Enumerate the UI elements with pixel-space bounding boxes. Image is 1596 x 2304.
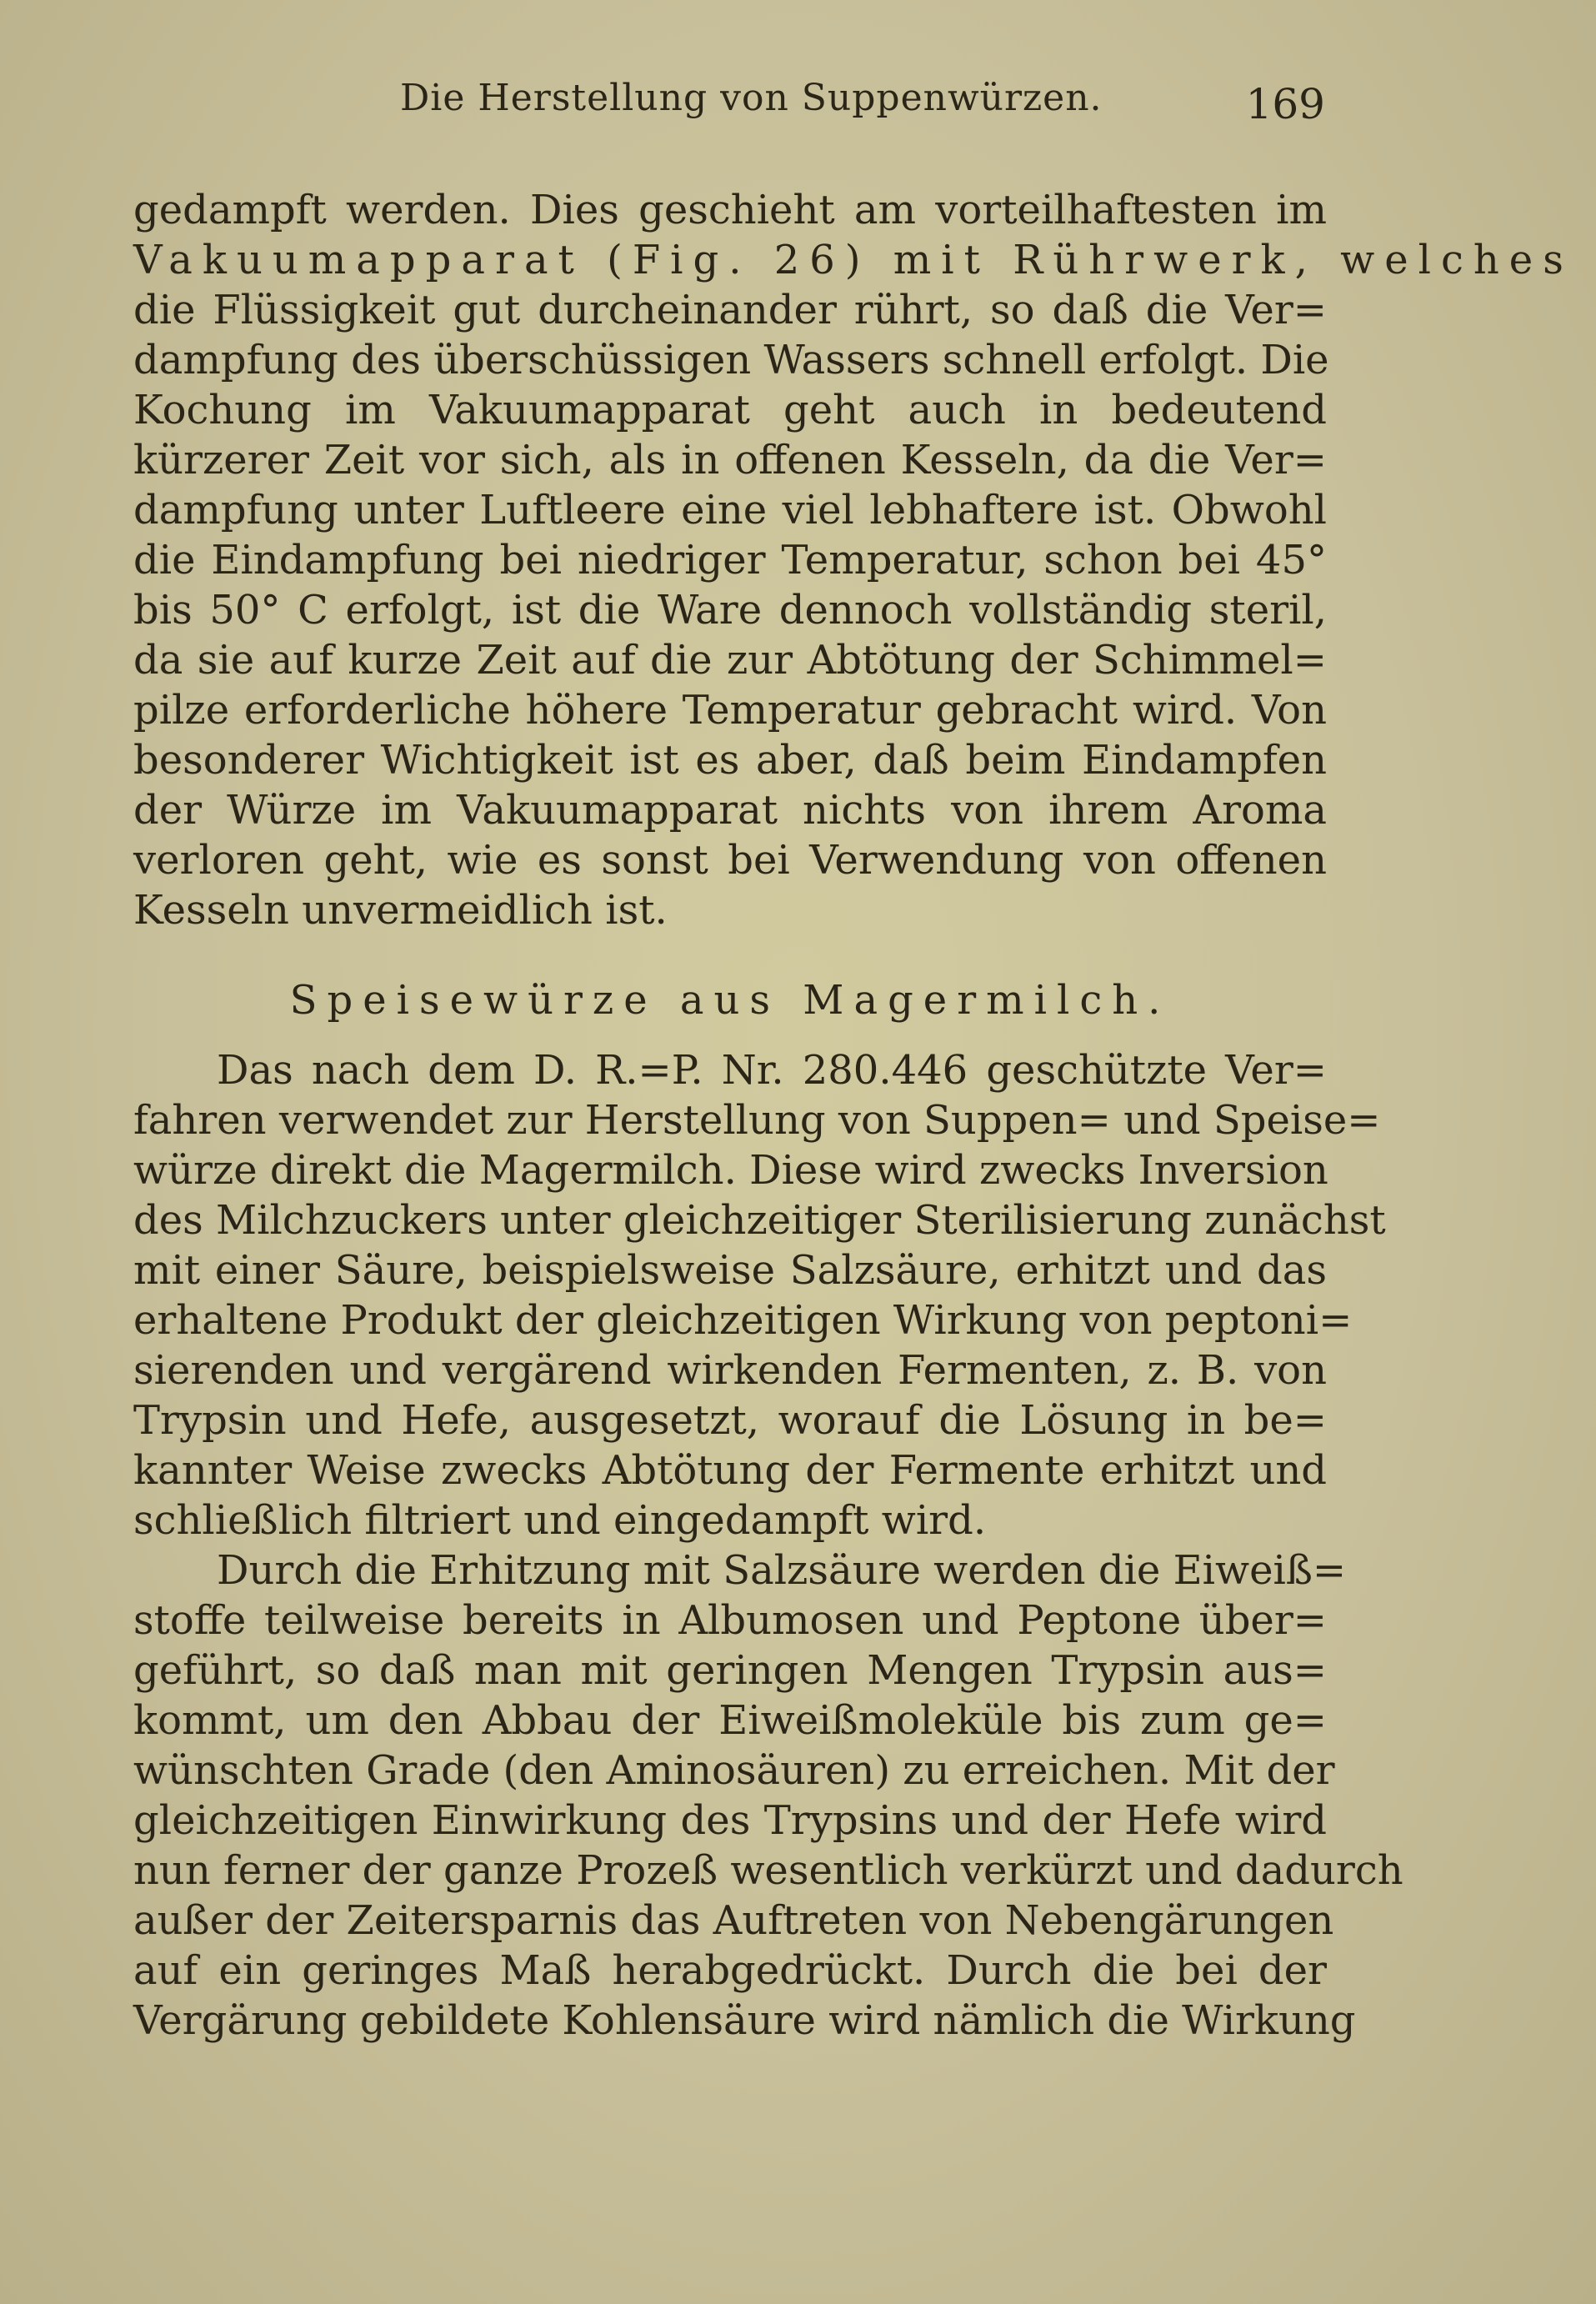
text-line: wünschten Grade (den Aminosäuren) zu erreichen. Mit der [133,1747,1335,1794]
page-header [133,77,1325,135]
text-line: Kochung im Vakuumapparat geht auch in bedeutend [133,387,1327,433]
text-line: schließlich filtriert und eingedampft wird. [133,1497,987,1544]
text-line: verloren geht, wie es sonst bei Verwendung von offenen [133,837,1327,884]
section-heading: Speisewürze aus Magermilch. [289,977,1171,1024]
text-line: pilze erforderliche höhere Temperatur gebracht wird. Von [133,687,1327,734]
text-line: sierenden und vergärend wirkenden Fermenten, z. B. von [133,1347,1327,1394]
text-line: Vergärung gebildete Kohlensäure wird nämlich die Wirkung [133,1997,1356,2044]
paragraph-erhitzung [133,1545,1403,2046]
text-line: Das nach dem D. R.=P. Nr. 280.446 geschützte Ver= [217,1047,1327,1094]
text-line: kürzerer Zeit vor sich, als in offenen Kesseln, da die Ver= [133,437,1327,483]
text-line: nun ferner der ganze Prozeß wesentlich verkürzt und dadurch [133,1847,1403,1894]
text-line: dampfung des überschüssigen Wassers schnell erfolgt. Die [133,337,1329,383]
text-line: kannter Weise zwecks Abtötung der Fermente erhitzt und [133,1447,1327,1494]
page-number: 169 [1245,80,1325,128]
text-line: Vakuumapparat (Fig. 26) mit Rührwerk, welches [133,237,1573,283]
text-line: die Eindampfung bei niedriger Temperatur, schon bei 45° [133,537,1327,584]
text-line: würze direkt die Magermilch. Diese wird zwecks Inversion [133,1147,1328,1194]
text-line: gleichzeitigen Einwirkung des Trypsins und der Hefe wird [133,1797,1327,1844]
text-line: Durch die Erhitzung mit Salzsäure werden die Eiweiß= [217,1547,1347,1594]
text-line: dampfung unter Luftleere eine viel lebhaftere ist. Obwohl [133,487,1327,533]
text-line: besonderer Wichtigkeit ist es aber, daß beim Eindampfen [133,737,1327,784]
text-line: die Flüssigkeit gut durcheinander rührt, so daß die Ver= [133,287,1327,333]
text-line: der Würze im Vakuumapparat nichts von ihrem Aroma [133,787,1327,834]
text-line: da sie auf kurze Zeit auf die zur Abtötung der Schimmel= [133,637,1327,684]
running-head: Die Herstellung von Suppenwürzen. [400,77,1103,119]
body-text [133,185,1573,2046]
text-line: kommt, um den Abbau der Eiweißmoleküle bis zum ge= [133,1697,1327,1744]
text-line: außer der Zeitersparnis das Auftreten von Nebengärungen [133,1897,1334,1944]
text-line: mit einer Säure, beispielsweise Salzsäure, erhitzt und das [133,1247,1327,1294]
text-line: Trypsin und Hefe, ausgesetzt, worauf die Lösung in be= [133,1397,1327,1444]
text-line: geführt, so daß man mit geringen Mengen Trypsin aus= [133,1647,1327,1694]
text-line: Kesseln unvermeidlich ist. [133,887,668,934]
text-line: des Milchzuckers unter gleichzeitiger Sterilisierung zunächst [133,1197,1386,1244]
text-line: erhaltene Produkt der gleichzeitigen Wirkung von peptoni= [133,1297,1353,1344]
paragraph-vakuum [133,185,1573,935]
text-line: stoffe teilweise bereits in Albumosen und Peptone über= [133,1597,1327,1644]
text-line: gedampft werden. Dies geschieht am vorteilhaftesten im [133,187,1327,233]
paragraph-magermilch [133,1045,1386,1545]
text-line: auf ein geringes Maß herabgedrückt. Durch die bei der [133,1947,1327,1994]
text-line: bis 50° C erfolgt, ist die Ware dennoch vollständig steril, [133,587,1327,634]
text-line: fahren verwendet zur Herstellung von Suppen= und Speise= [133,1097,1381,1144]
